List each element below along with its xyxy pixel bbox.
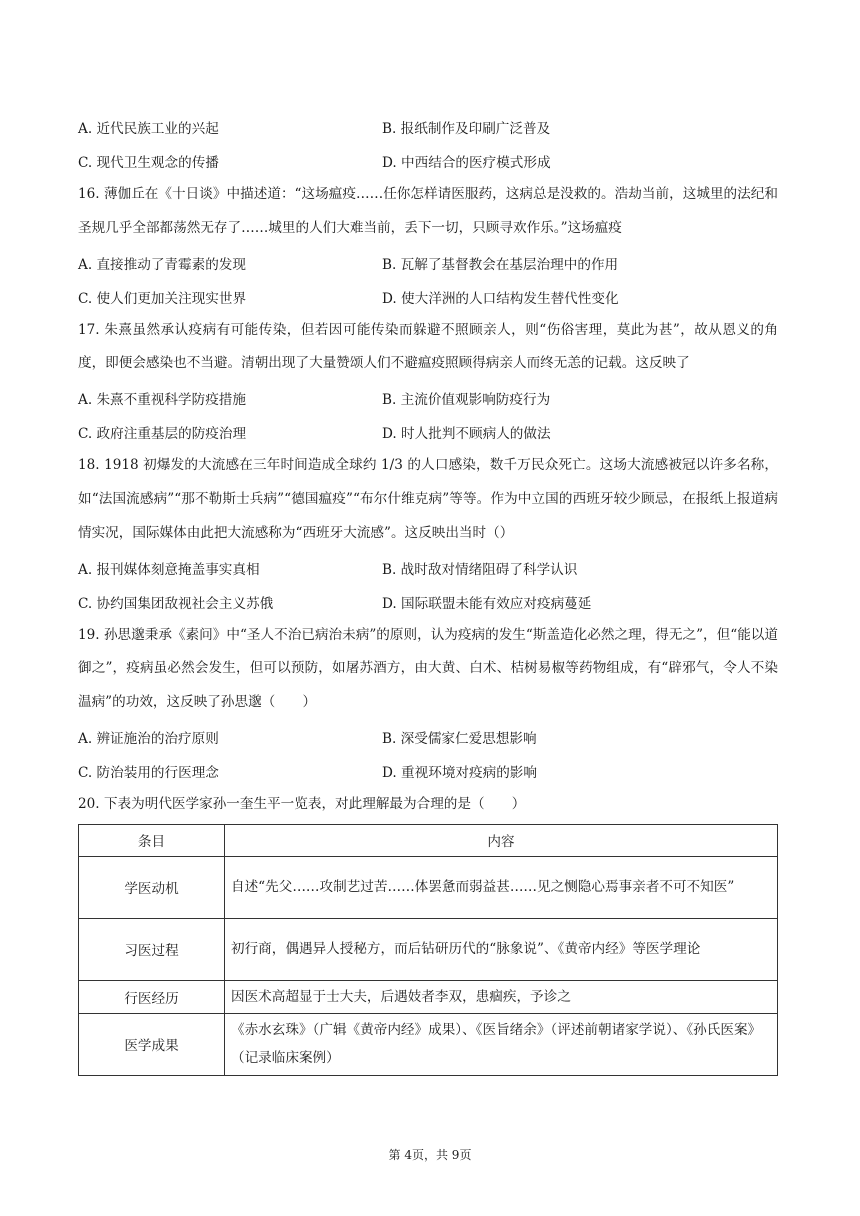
page-footer: 第 4页，共 9页 <box>388 1148 472 1162</box>
table-cell-content: 初行商，偶遇异人授秘方，而后钻研历代的“脉象说”、《黄帝内经》等医学理论 <box>225 918 778 980</box>
table-header-content: 内容 <box>225 824 778 856</box>
table-row <box>79 1013 778 1075</box>
q19-options-row-2 <box>78 754 778 788</box>
q17-option-c: C. 政府注重基层的防疫治理 <box>78 426 247 443</box>
q15-options-row-1 <box>78 110 778 144</box>
table-header-row <box>79 824 778 856</box>
table-row <box>79 856 778 918</box>
q18-option-b: B. 战时敌对情绪阻碍了科学认识 <box>382 561 578 578</box>
q15-option-c: C. 现代卫生观念的传播 <box>78 155 219 171</box>
table-cell-content: 自述“先父……攻制艺过苦……体罢惫而弱益甚……见之恻隐心焉事亲者不可不知医” <box>225 856 778 918</box>
table-cell-item: 行医经历 <box>79 980 225 1013</box>
q16-option-d: D. 使大洋洲的人口结构发生替代性变化 <box>382 290 619 307</box>
q19-option-b: B. 深受儒家仁爱思想影响 <box>382 730 537 747</box>
table-cell-item: 习医过程 <box>79 918 225 980</box>
q16-option-a: A. 直接推动了青霉素的发现 <box>78 256 246 273</box>
q16-options-row-2 <box>78 280 778 314</box>
q16-options-row-1 <box>78 246 778 280</box>
q17-options-row-1 <box>78 381 778 415</box>
q19-stem: 19. 孙思邈秉承《素问》中“圣人不治已病治未病”的原则，认为疫病的发生“斯盖造化必然之理，得无之”，但“能以道御之”，疫病虽必然会发生，但可以预防，如屠苏酒方，由大黄、白术、桔树易椒等药物组成，有“辟邪气，令人不染温病”的功效，这反映了孙思邈（ ） <box>78 626 778 711</box>
q15-option-d: D. 中西结合的医疗模式形成 <box>382 155 551 171</box>
table-header-item: 条目 <box>79 824 225 856</box>
q18-option-d: D. 国际联盟未能有效应对疫病蔓延 <box>382 595 592 612</box>
page-content <box>78 110 778 1076</box>
q18-options-row-2 <box>78 585 778 619</box>
q15-options-row-2 <box>78 144 778 178</box>
q16-stem: 16. 薄伽丘在《十日谈》中描述道：“这场瘟疫……任你怎样请医服药，这病总是没救的。浩劫当前，这城里的法纪和圣规几乎全部都荡然无存了……城里的人们大难当前，丢下一切，只顾寻欢作乐。”这场瘟疫 <box>78 186 778 236</box>
q17-stem: 17. 朱熹虽然承认疫病有可能传染，但若因可能传染而躲避不照顾亲人，则“伤俗害理，莫此为甚”，故从恩义的角度，即便会感染也不当避。清朝出现了大量赞颂人们不避瘟疫照顾得病亲人而终无恙的记载。这反映了 <box>78 321 778 372</box>
q18-options-row-1 <box>78 551 778 585</box>
q18-option-c: C. 协约国集团敌视社会主义苏俄 <box>78 595 274 612</box>
q18-stem: 18. 1918 初爆发的大流感在三年时间造成全球约 1/3 的人口感染，数千万民众死亡。这场大流感被冠以许多名称，如“法国流感病”“那不勒斯士兵病”“德国瘟疫”“布尔什维克病”等等。作为中立国的西班牙较少顾忌，在报纸上报道病情实况，国际媒体由此把大流感称为“西班牙大流感”。这反映出当时（） <box>78 457 778 541</box>
q16-option-b: B. 瓦解了基督教会在基层治理中的作用 <box>382 256 619 273</box>
table-cell-content: 因医术高超显于士大夫，后遇妓者李双，患痼疾，予诊之 <box>225 980 778 1013</box>
table-cell-item: 学医动机 <box>79 856 225 918</box>
table-row <box>79 980 778 1013</box>
q17-option-d: D. 时人批判不顾病人的做法 <box>382 426 551 443</box>
q19-option-d: D. 重视环境对疫病的影响 <box>382 764 537 781</box>
q19-option-c: C. 防治装用的行医理念 <box>78 764 219 781</box>
q17-options-row-2 <box>78 415 778 449</box>
q18-option-a: A. 报刊媒体刻意掩盖事实真相 <box>78 561 260 578</box>
q20-stem: 20. 下表为明代医学家孙一奎生平一览表，对此理解最为合理的是（ ） <box>78 795 526 812</box>
q17-option-b: B. 主流价值观影响防疫行为 <box>382 392 551 409</box>
q16-option-c: C. 使人们更加关注现实世界 <box>78 290 247 307</box>
q20-table <box>78 824 778 1076</box>
q19-options-row-1 <box>78 720 778 754</box>
q15-option-a: A. 近代民族工业的兴起 <box>78 121 219 137</box>
q15-option-b: B. 报纸制作及印刷广泛普及 <box>382 121 551 137</box>
table-cell-item: 医学成果 <box>79 1013 225 1075</box>
table-row <box>79 918 778 980</box>
table-cell-content: 《赤水玄珠》（广辑《黄帝内经》成果）、《医旨绪余》（评述前朝诸家学说）、《孙氏医案》（记录临床案例） <box>225 1013 778 1075</box>
q17-option-a: A. 朱熹不重视科学防疫措施 <box>78 392 246 409</box>
q19-option-a: A. 辨证施治的治疗原则 <box>78 730 219 747</box>
